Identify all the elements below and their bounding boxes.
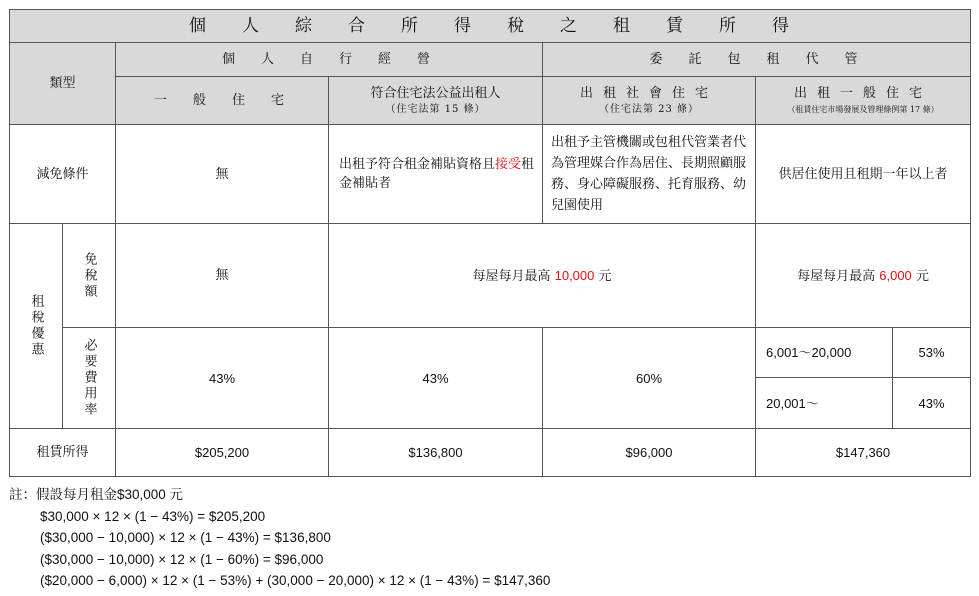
welfare-landlord-note: （住宅法第 15 條） xyxy=(385,104,486,115)
exempt-general: 無 xyxy=(116,224,329,328)
note-formula-2: ($30,000 − 10,000) × 12 × (1 − 43%) = $136,800 xyxy=(40,530,331,545)
reduction-rental: 供居住使用且租期一年以上者 xyxy=(756,125,971,224)
exempt-welfare-social xyxy=(329,224,756,328)
expense-general: 43% xyxy=(116,328,329,429)
type-header: 類型 xyxy=(10,43,116,125)
welfare-landlord-title: 符合住宅法公益出租人 xyxy=(370,86,501,101)
reduction-welfare-highlight: 接受 xyxy=(495,157,522,172)
table-title: 個人綜合所得稅之租賃所得 xyxy=(10,10,971,43)
exempt-ws-suffix: 元 xyxy=(598,268,612,284)
reduction-label: 減免條件 xyxy=(10,125,116,224)
expense-label-text: 必要費用率 xyxy=(81,338,97,418)
exempt-label-text: 免稅額 xyxy=(81,251,97,300)
social-housing-header xyxy=(543,77,756,125)
welfare-landlord-header xyxy=(329,77,543,125)
note-formula-3: ($30,000 − 10,000) × 12 × (1 − 60%) = $96,000 xyxy=(40,551,324,567)
note-intro: 註：假設每月租金$30,000 元 xyxy=(9,487,184,502)
note-formula-1: $30,000 × 12 × (1 − 43%) = $205,200 xyxy=(40,508,266,524)
rental-general-header xyxy=(756,77,971,125)
tax-benefit-label-text: 租稅優惠 xyxy=(28,294,44,358)
rental-income-tax-table xyxy=(9,9,971,477)
footnotes xyxy=(9,484,550,592)
income-general: $205,200 xyxy=(116,429,329,477)
exempt-rental-amount: 6,000 xyxy=(879,267,912,283)
social-housing-title: 出租社會住宅 xyxy=(579,86,718,101)
note-formula-4: ($20,000 − 6,000) × 12 × (1 − 53%) + (30,000 − 20,000) × 12 × (1 − 43%) = $147,360 xyxy=(40,573,551,588)
entrusted-header: 委託包租代管 xyxy=(543,43,971,77)
income-welfare: $136,800 xyxy=(329,429,543,477)
expense-social: 60% xyxy=(543,328,756,429)
rental-general-note: （租賃住宅市場發展及管理條例第 17 條） xyxy=(787,105,939,114)
reduction-welfare-text-a: 出租予符合租金補貼資格且 xyxy=(339,157,496,172)
expense-tier1-rate: 53% xyxy=(893,328,971,378)
social-housing-note: （住宅法第 23 條） xyxy=(598,104,700,115)
income-label: 租賃所得 xyxy=(10,429,116,477)
reduction-social: 出租予主管機關或包租代管業者代為管理媒合作為居住、長期照顧服務、身心障礙服務、托育服務、幼兒園使用 xyxy=(543,125,756,224)
expense-tier2-rate: 43% xyxy=(893,378,971,429)
exempt-ws-prefix: 每屋每月最高 xyxy=(472,268,551,284)
expense-tier1-range: 6,001～20,000 xyxy=(756,328,893,378)
expense-label xyxy=(63,328,116,429)
reduction-welfare xyxy=(329,125,543,224)
exempt-ws-amount: 10,000 xyxy=(554,267,595,283)
rental-general-title: 出租一般住宅 xyxy=(794,86,933,101)
reduction-general: 無 xyxy=(116,125,329,224)
general-housing-header: 一般住宅 xyxy=(116,77,329,125)
expense-tier2-range: 20,001～ xyxy=(756,378,893,429)
reduction-welfare-text-b: 租金補貼者 xyxy=(339,157,535,191)
exempt-rental xyxy=(756,224,971,328)
income-social: $96,000 xyxy=(543,429,756,477)
exempt-label xyxy=(63,224,116,328)
exempt-rental-suffix: 元 xyxy=(915,268,929,284)
expense-welfare: 43% xyxy=(329,328,543,429)
self-managed-header: 個人自行經營 xyxy=(116,43,543,77)
tax-benefit-label xyxy=(10,224,63,429)
income-rental: $147,360 xyxy=(756,429,971,477)
exempt-rental-prefix: 每屋每月最高 xyxy=(797,268,876,284)
